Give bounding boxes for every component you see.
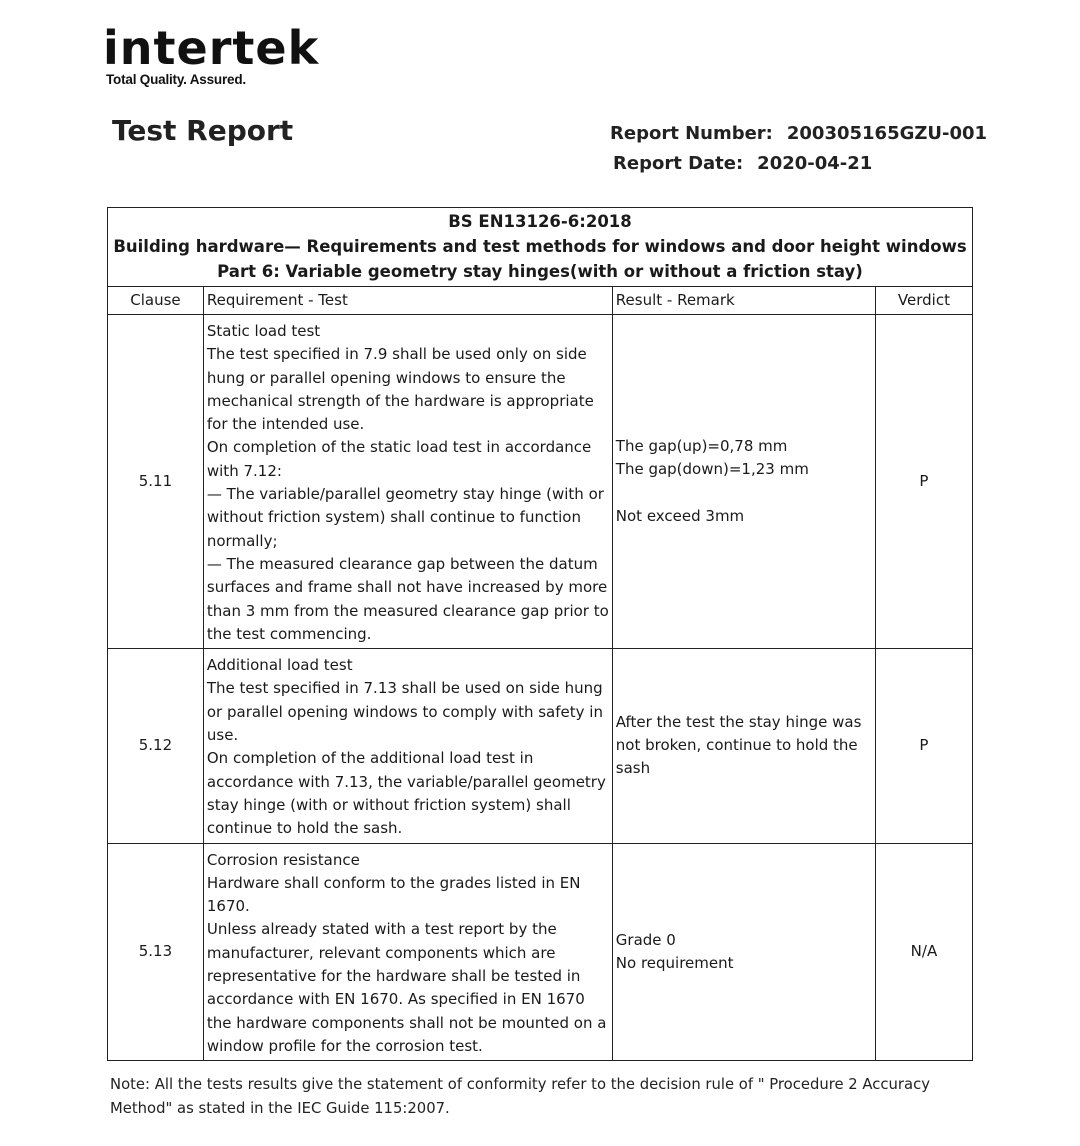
intertek-logo	[103, 22, 319, 87]
requirement-cell	[203, 315, 612, 649]
requirement-line: without friction system) shall continue to function	[206, 508, 581, 527]
result-line: Grade 0	[615, 930, 676, 949]
logo-tagline: Total Quality. Assured.	[106, 72, 246, 87]
requirement-line: accordance with 7.13, the variable/parallel geometry	[206, 772, 606, 791]
requirement-line: or parallel opening windows to comply with safety in	[206, 702, 603, 721]
verdict-cell: N/A	[875, 843, 972, 1061]
report-number-label: Report Number:	[610, 123, 773, 144]
page-title: Test Report	[112, 114, 294, 147]
requirement-line: Static load test	[206, 322, 321, 340]
requirement-line: Hardware shall conform to the grades listed in EN	[206, 873, 581, 892]
report-date-value: 2020-04-21	[757, 153, 873, 174]
requirement-line: On completion of the static load test in accordance	[206, 438, 592, 457]
requirement-line: 1670.	[206, 897, 250, 916]
result-cell	[612, 843, 875, 1061]
requirement-line: normally;	[206, 531, 278, 550]
column-header-clause: Clause	[108, 287, 204, 315]
requirement-line: continue to hold the sash.	[206, 819, 403, 838]
requirement-line: with 7.12:	[206, 461, 282, 480]
requirement-line: window profile for the corrosion test.	[206, 1036, 483, 1055]
verdict-cell: P	[875, 315, 972, 649]
standard-code: BS EN13126-6:2018	[448, 212, 632, 231]
result-line: not broken, continue to hold the	[615, 736, 858, 755]
requirement-line: use.	[206, 726, 239, 745]
requirement-line: The test specified in 7.13 shall be used on side hung	[206, 679, 603, 698]
note-line: Note: All the tests results give the statement of conformity refer to the decision rule of " Procedure 2 Accuracy	[110, 1076, 930, 1093]
table-row	[108, 843, 973, 1061]
result-cell	[612, 315, 875, 649]
clause-cell: 5.13	[108, 843, 204, 1061]
requirement-line: the hardware components shall not be mounted on a	[206, 1013, 607, 1032]
table-body	[108, 315, 973, 1061]
requirement-line: stay hinge (with or without friction system) shall	[206, 795, 571, 814]
requirement-line: surfaces and frame shall not have increased by more	[206, 578, 608, 597]
column-header-requirement: Requirement - Test	[203, 287, 612, 315]
requirement-line: representative for the hardware shall be tested in	[206, 967, 581, 986]
standard-header	[108, 208, 973, 287]
requirement-line: Unless already stated with a test report by the	[206, 920, 557, 939]
standard-part: Part 6: Variable geometry stay hinges(with or without a friction stay)	[217, 262, 863, 281]
result-line: No requirement	[615, 953, 734, 972]
report-date-label: Report Date:	[613, 153, 744, 174]
requirement-line: The test specified in 7.9 shall be used only on side	[206, 345, 587, 364]
requirement-line: mechanical strength of the hardware is appropriate	[206, 391, 594, 410]
requirement-line: Additional load test	[206, 656, 353, 675]
requirement-line: On completion of the additional load test in	[206, 749, 534, 768]
conformity-note	[110, 1073, 930, 1121]
result-line: The gap(up)=0,78 mm	[615, 437, 788, 456]
requirement-line: accordance with EN 1670. As specified in EN 1670	[206, 990, 585, 1009]
clause-cell: 5.11	[108, 315, 204, 649]
column-header-result: Result - Remark	[612, 287, 875, 315]
result-cell	[612, 649, 875, 843]
result-spacer	[616, 482, 872, 505]
result-line: The gap(down)=1,23 mm	[615, 460, 809, 479]
column-header-row	[108, 287, 973, 315]
logo-wordmark: intertek	[103, 21, 320, 75]
requirement-line: — The measured clearance gap between the datum	[206, 554, 598, 573]
table-row	[108, 649, 973, 843]
requirement-line: hung or parallel opening windows to ensure the	[206, 368, 566, 387]
requirement-line: manufacturer, relevant components which are	[206, 943, 556, 962]
result-line: Not exceed 3mm	[615, 506, 745, 525]
table-row	[108, 315, 973, 649]
verdict-cell: P	[875, 649, 972, 843]
requirement-line: than 3 mm from the measured clearance gap prior to	[206, 601, 609, 620]
report-number	[610, 123, 987, 144]
requirement-line: — The variable/parallel geometry stay hinge (with or	[206, 485, 604, 504]
requirement-cell	[203, 843, 612, 1061]
requirement-line: the test commencing.	[206, 624, 372, 643]
requirement-line: Corrosion resistance	[206, 850, 360, 869]
test-results-table	[107, 207, 973, 1061]
standard-title: Building hardware— Requirements and test methods for windows and door height windows	[113, 237, 967, 256]
report-number-value: 200305165GZU-001	[786, 123, 988, 144]
requirement-cell	[203, 649, 612, 843]
report-date	[613, 153, 872, 174]
result-line: sash	[615, 759, 651, 778]
result-line: After the test the stay hinge was	[615, 712, 862, 731]
requirement-line: for the intended use.	[206, 415, 365, 434]
column-header-verdict: Verdict	[875, 287, 972, 315]
note-line: Method" as stated in the IEC Guide 115:2007.	[110, 1100, 450, 1117]
clause-cell: 5.12	[108, 649, 204, 843]
